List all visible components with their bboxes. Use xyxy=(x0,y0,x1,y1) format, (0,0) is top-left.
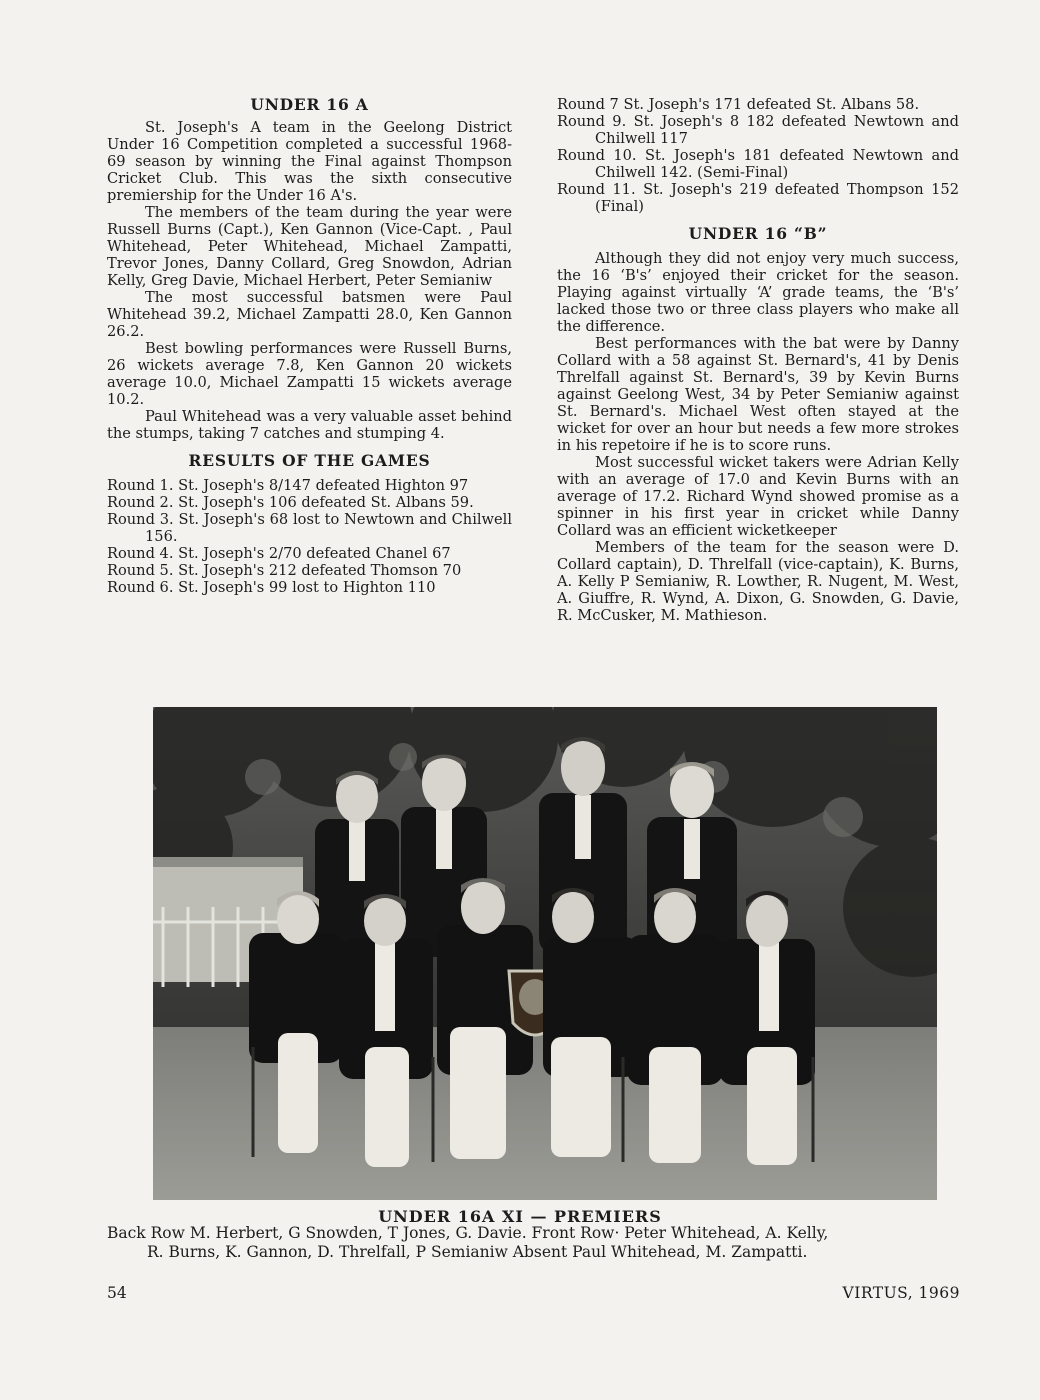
paragraph: Members of the team for the season were D. Collard captain), D. Threlfall (vice-captain), K. Burns, A. Kelly P Semianiw, R. Lowther, R. Nugent, M. West, A. Giuffre, R. Wynd, A. Dixon, G. Snowden, G. Davie, R. McCusker, M. Mathieson. xyxy=(557,539,959,624)
paragraph: Best performances with the bat were by Danny Collard with a 58 against St. Bernard's, 41 by Denis Threlfall against St. Bernard's, 39 by Kevin Burns against Geelong West, 34 by Peter Semianiw against St. Bernard's. Michael West often stayed at the wicket for over an hour but needs a few more strokes in his repetoire if he is to score runs. xyxy=(557,335,959,454)
team-photo xyxy=(153,707,937,1200)
left-column xyxy=(107,96,512,596)
photo-caption-line: Back Row M. Herbert, G Snowden, T Jones, G. Davie. Front Row· Peter Whitehead, A. Kelly, xyxy=(107,1224,829,1242)
paragraph: St. Joseph's A team in the Geelong District Under 16 Competition completed a successful 1968-69 season by winning the Final against Thompson Cricket Club. This was the sixth consecutive premiership for the Under 16 A's. xyxy=(107,119,512,204)
result-round: Round 6. St. Joseph's 99 lost to Highton 110 xyxy=(107,579,436,596)
heading-results: RESULTS OF THE GAMES xyxy=(188,451,431,470)
photo-caption-line: R. Burns, K. Gannon, D. Threlfall, P Semianiw Absent Paul Whitehead, M. Zampatti. xyxy=(147,1243,808,1261)
result-round: Round 11. St. Joseph's 219 defeated Thompson 152 (Final) xyxy=(557,181,959,215)
paragraph: The members of the team during the year were Russell Burns (Capt.), Ken Gannon (Vice-Capt. , Paul Whitehead, Peter Whitehead, Michael Zampatti, Trevor Jones, Danny Collard, Greg Snowdon, Adrian Kelly, Greg Davie, Michael Herbert, Peter Semianiw xyxy=(107,204,512,289)
heading-under-16a: UNDER 16 A xyxy=(250,95,369,114)
result-round: Round 7 St. Joseph's 171 defeated St. Albans 58. xyxy=(557,96,920,113)
publication-footer: VIRTUS, 1969 xyxy=(842,1284,960,1302)
team-photo-image xyxy=(153,707,937,1200)
heading-under-16b: UNDER 16 “B” xyxy=(688,224,828,243)
result-round: Round 1. St. Joseph's 8/147 defeated Highton 97 xyxy=(107,477,469,494)
paragraph: Most successful wicket takers were Adrian Kelly with an average of 17.0 and Kevin Burns with an average of 17.2. Richard Wynd showed promise as a spinner in his first year in cricket while Danny Collard was an efficient wicketkeeper xyxy=(557,454,959,539)
photo-caption-title: UNDER 16A XI — PREMIERS xyxy=(378,1207,662,1226)
result-round: Round 3. St. Joseph's 68 lost to Newtown and Chilwell 156. xyxy=(107,511,512,545)
result-round: Round 2. St. Joseph's 106 defeated St. Albans 59. xyxy=(107,494,474,511)
right-column xyxy=(557,96,959,624)
result-round: Round 4. St. Joseph's 2/70 defeated Chanel 67 xyxy=(107,545,451,562)
paragraph: The most successful batsmen were Paul Whitehead 39.2, Michael Zampatti 28.0, Ken Gannon 26.2. xyxy=(107,289,512,340)
photo-caption xyxy=(107,1224,959,1262)
result-round: Round 5. St. Joseph's 212 defeated Thomson 70 xyxy=(107,562,462,579)
paragraph: Paul Whitehead was a very valuable asset behind the stumps, taking 7 catches and stumping 4. xyxy=(107,408,512,442)
result-round: Round 9. St. Joseph's 8 182 defeated Newtown and Chilwell 117 xyxy=(557,113,959,147)
paragraph: Although they did not enjoy very much success, the 16 ‘B's’ enjoyed their cricket for the season. Playing against virtually ‘A’ grade teams, the ‘B's’ lacked those two or three class players who make all the difference. xyxy=(557,250,959,335)
page-number: 54 xyxy=(107,1284,127,1302)
paragraph: Best bowling performances were Russell Burns, 26 wickets average 7.8, Ken Gannon 20 wickets average 10.0, Michael Zampatti 15 wickets average 10.2. xyxy=(107,340,512,408)
result-round: Round 10. St. Joseph's 181 defeated Newtown and Chilwell 142. (Semi-Final) xyxy=(557,147,959,181)
